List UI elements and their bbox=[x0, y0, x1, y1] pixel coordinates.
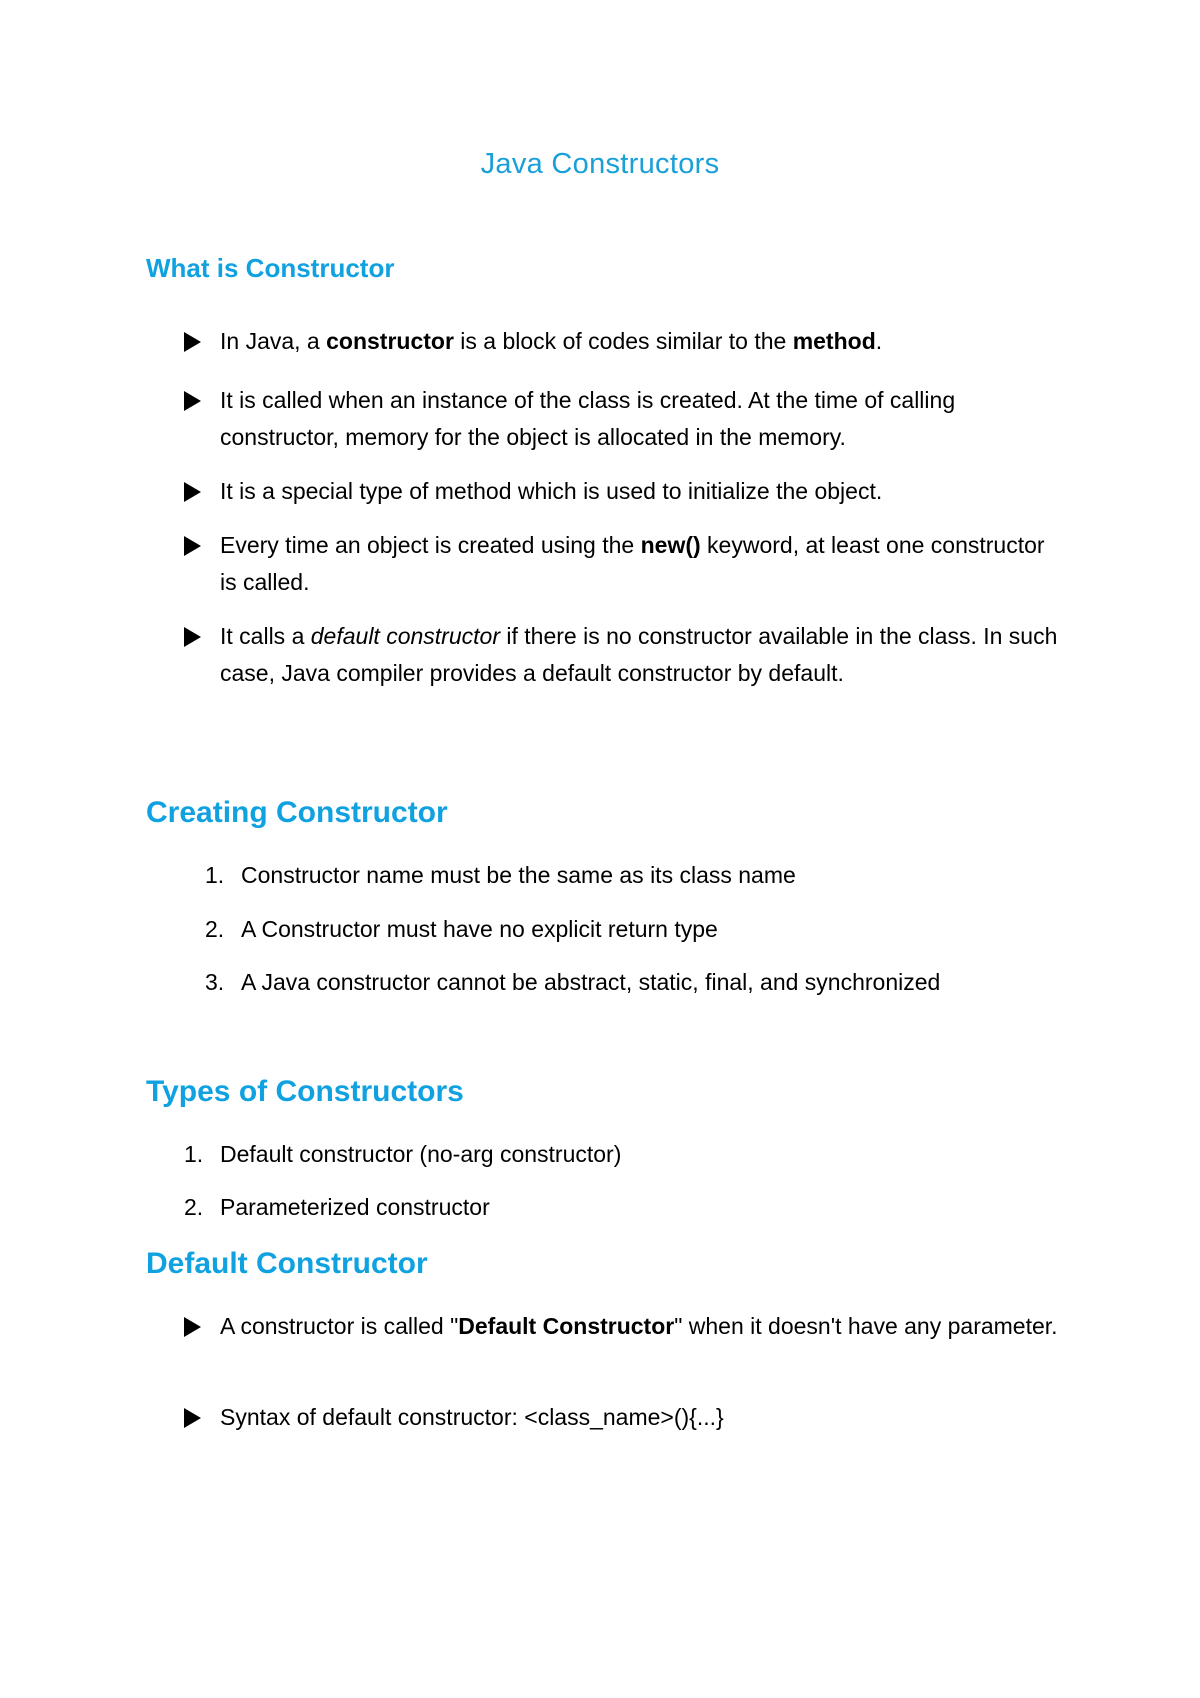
list-item: 1. Constructor name must be the same as its class name bbox=[205, 862, 796, 888]
list-item: 1. Default constructor (no-arg constructor) bbox=[184, 1141, 622, 1167]
list-item: 3. A Java constructor cannot be abstract, static, final, and synchronized bbox=[205, 969, 941, 995]
arrow-bullet-icon bbox=[184, 482, 201, 502]
bullet-item bbox=[184, 1399, 1064, 1436]
bullet-text: It calls a default constructor if there is no constructor available in the class. In such case, Java compiler provides a default constructor by default. bbox=[220, 623, 1058, 686]
heading-creating-constructor: Creating Constructor bbox=[146, 796, 448, 829]
heading-what-is-constructor: What is Constructor bbox=[146, 253, 395, 283]
list-item: 2. Parameterized constructor bbox=[184, 1194, 490, 1220]
arrow-bullet-icon bbox=[184, 536, 201, 556]
bullet-item bbox=[184, 618, 1064, 692]
bullet-text: It is called when an instance of the class is created. At the time of calling constructor, memory for the object is allocated in the memory. bbox=[220, 387, 956, 450]
heading-default-constructor: Default Constructor bbox=[146, 1247, 428, 1280]
bullet-text: Syntax of default constructor: <class_name>(){...} bbox=[220, 1404, 724, 1430]
arrow-bullet-icon bbox=[184, 1408, 201, 1428]
bullet-item bbox=[184, 382, 1064, 456]
arrow-bullet-icon bbox=[184, 1317, 201, 1337]
bullet-text: In Java, a constructor is a block of codes similar to the method. bbox=[220, 328, 883, 354]
bullet-item bbox=[184, 473, 1064, 510]
bullet-text: Every time an object is created using the new() keyword, at least one constructor is called. bbox=[220, 532, 1045, 595]
arrow-bullet-icon bbox=[184, 332, 201, 352]
heading-types-of-constructors: Types of Constructors bbox=[146, 1075, 464, 1108]
bullet-item bbox=[184, 1308, 1064, 1345]
bullet-item bbox=[184, 323, 1064, 360]
bullet-item bbox=[184, 527, 1064, 601]
arrow-bullet-icon bbox=[184, 627, 201, 647]
list-item: 2. A Constructor must have no explicit return type bbox=[205, 916, 718, 942]
arrow-bullet-icon bbox=[184, 391, 201, 411]
document-title: Java Constructors bbox=[480, 148, 720, 180]
bullet-text: It is a special type of method which is used to initialize the object. bbox=[220, 478, 883, 504]
bullet-text: A constructor is called "Default Constructor" when it doesn't have any parameter. bbox=[220, 1313, 1058, 1339]
